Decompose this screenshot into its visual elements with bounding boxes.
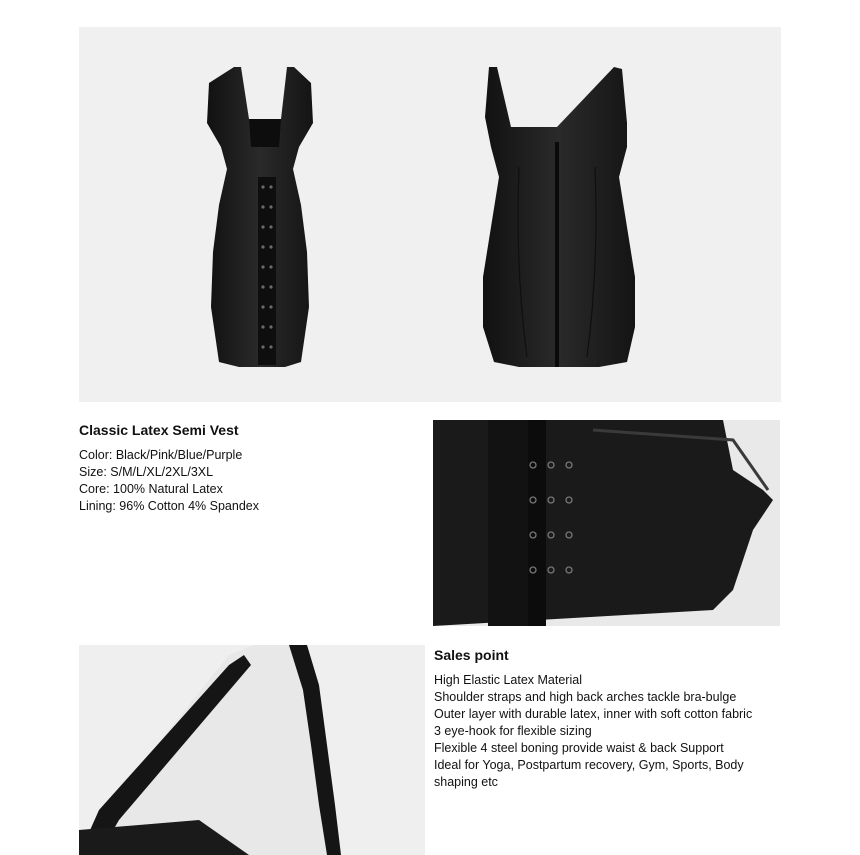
hook-closeup-photo <box>433 420 780 626</box>
sales-point-item: Outer layer with durable latex, inner with soft cotton fabric <box>434 707 753 721</box>
sales-point-item: High Elastic Latex Material <box>434 673 582 687</box>
spec-list <box>79 447 259 515</box>
sales-point-item: Ideal for Yoga, Postpartum recovery, Gym, Sports, Body shaping etc <box>434 758 744 789</box>
sales-point-title: Sales point <box>434 647 509 663</box>
spec-core: Core: 100% Natural Latex <box>79 482 223 496</box>
strap-closeup-photo <box>79 645 425 855</box>
spec-size: Size: S/M/L/XL/2XL/3XL <box>79 465 214 479</box>
spec-lining: Lining: 96% Cotton 4% Spandex <box>79 499 259 513</box>
vest-front-image <box>207 67 313 367</box>
sales-point-list <box>434 672 784 791</box>
product-title: Classic Latex Semi Vest <box>79 422 239 438</box>
sales-point-item: Shoulder straps and high back arches tackle bra-bulge <box>434 690 737 704</box>
vest-back-image <box>483 67 635 367</box>
product-photo-front-back <box>79 27 781 402</box>
sales-point-item: 3 eye-hook for flexible sizing <box>434 724 592 738</box>
sales-point-item: Flexible 4 steel boning provide waist & back Support <box>434 741 724 755</box>
spec-color: Color: Black/Pink/Blue/Purple <box>79 448 243 462</box>
